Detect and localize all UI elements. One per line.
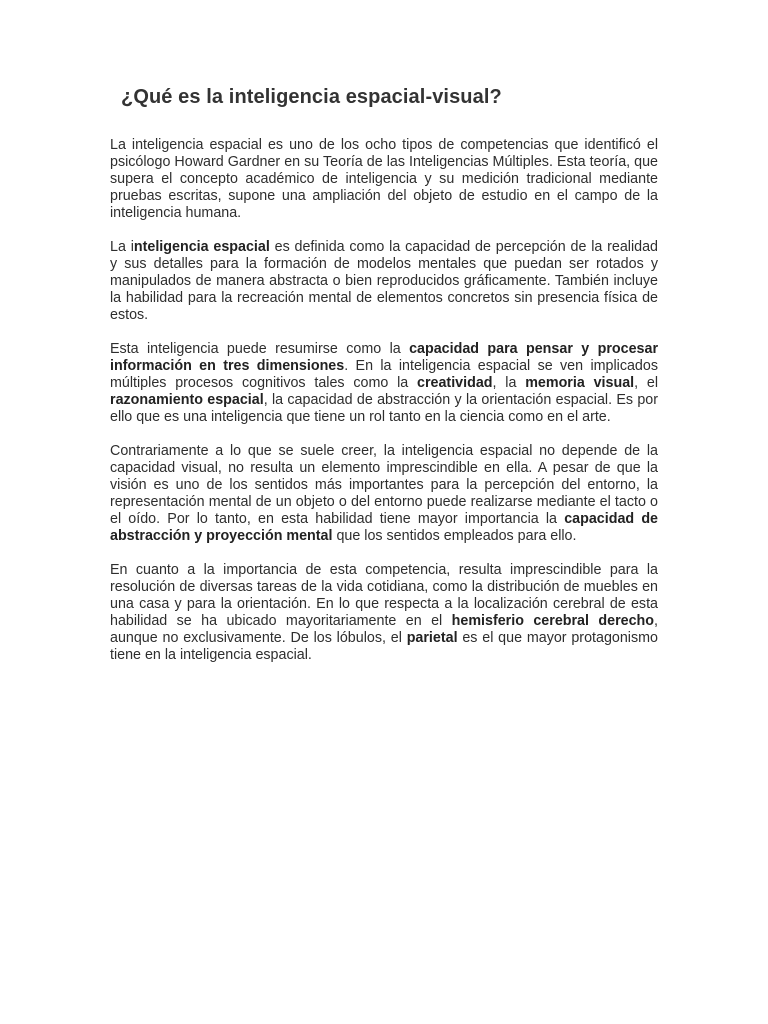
text-run: , el — [634, 375, 659, 391]
text-run: La i — [110, 239, 134, 255]
paragraph — [110, 341, 658, 426]
text-run: En cuanto a la importancia de esta competencia, resulta imprescindible para la resolución de diversas tareas de la vida cotidiana, como la distribución de muebles en una casa y para la orientación. En lo que respecta a la localización cerebral de esta habilidad se ha ubicado mayoritariamente en el — [110, 562, 658, 629]
paragraph — [110, 443, 658, 545]
paragraph — [110, 562, 658, 664]
page-title: ¿Qué es la inteligencia espacial-visual? — [121, 86, 502, 108]
text-run: La inteligencia espacial es uno de los ocho tipos de competencias que identificó el psicólogo Howard Gardner en su Teoría de las Inteligencias Múltiples. Esta teoría, que supera el concepto académico de inteligencia y su medición tradicional mediante pruebas escritas, supone una ampliación del objeto de estudio en el campo de la inteligencia humana. — [110, 137, 658, 221]
bold-text: creatividad — [417, 375, 493, 391]
paragraph — [110, 239, 658, 324]
text-run: , la capacidad de abstracción y la orientación espacial. Es por ello que es una inteligencia que tiene un rol tanto en la ciencia como en el arte. — [110, 392, 658, 425]
text-run: , aunque no exclusivamente. De los lóbulos, el — [110, 613, 658, 646]
document-body — [110, 137, 658, 681]
bold-text: hemisferio cerebral derecho — [451, 613, 655, 629]
text-run: es definida como la capacidad de percepción de la realidad y sus detalles para la formación de modelos mentales que puedan ser rotados y manipulados de manera abstracta o bien reproducidos gráficamente. También incluye la habilidad para la recreación mental de elementos concretos sin presencia física de estos. — [110, 239, 658, 323]
text-run: que los sentidos empleados para ello. — [332, 528, 577, 544]
bold-text: memoria visual — [525, 375, 635, 391]
text-run: es el que mayor protagonismo tiene en la inteligencia espacial. — [110, 630, 658, 663]
paragraph — [110, 137, 658, 222]
bold-text: capacidad de abstracción y proyección mental — [110, 511, 658, 544]
text-run: , la — [492, 375, 526, 391]
bold-text: parietal — [406, 630, 458, 646]
bold-text: razonamiento espacial — [110, 392, 264, 408]
bold-text: capacidad para pensar y procesar información en tres dimensiones — [110, 341, 659, 374]
text-run: Esta inteligencia puede resumirse como la — [110, 341, 410, 357]
text-run: Contrariamente a lo que se suele creer, la inteligencia espacial no depende de la capacidad visual, no resulta un elemento imprescindible en ella. A pesar de que la visión es uno de los sentidos más importantes para la percepción del entorno, la representación mental de un objeto o del entorno puede realizarse mediante el tacto o el oído. Por lo tanto, en esta habilidad tiene mayor importancia la — [110, 443, 658, 527]
bold-text: nteligencia espacial — [133, 239, 270, 255]
text-run: . En la inteligencia espacial se ven implicados múltiples procesos cognitivos tales como la — [110, 358, 658, 391]
